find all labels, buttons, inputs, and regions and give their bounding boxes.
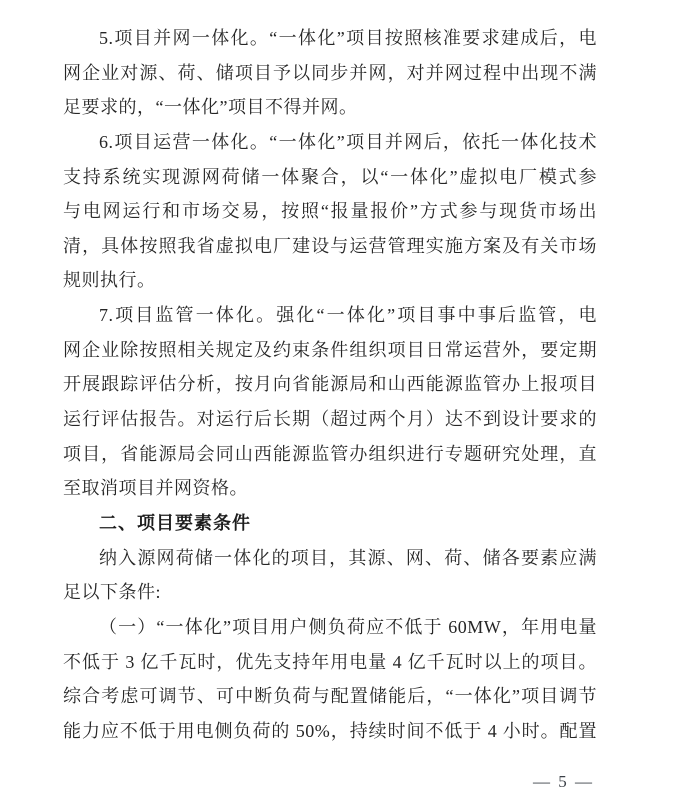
doc-line: 规则执行。 [63,270,156,291]
doc-line: 能力应不低于用电侧负荷的 50%，持续时间不低于 4 小时。配置 [63,720,597,741]
doc-line: 足要求的，“一体化”项目不得并网。 [63,97,358,118]
doc-line: 综合考虑可调节、可中断负荷与配置储能后，“一体化”项目调节 [63,686,597,707]
doc-line: 运行评估报告。对运行后长期（超过两个月）达不到设计要求的 [63,409,597,430]
doc-line: 至取消项目并网资格。 [63,478,248,499]
doc-line: 开展跟踪评估分析，按月向省能源局和山西能源监管办上报项目 [63,374,597,395]
doc-line: 清，具体按照我省虚拟电厂建设与运营管理实施方案及有关市场 [63,235,597,256]
doc-line: 足以下条件: [63,582,162,603]
doc-line: 不低于 3 亿千瓦时，优先支持年用电量 4 亿千瓦时以上的项目。 [63,651,597,672]
doc-line: 纳入源网荷储一体化的项目，其源、网、荷、储各要素应满 [99,547,597,568]
doc-line: 6.项目运营一体化。“一体化”项目并网后，依托一体化技术 [99,131,597,152]
doc-line: 5.项目并网一体化。“一体化”项目按照核准要求建成后，电 [99,28,597,48]
document-body [63,21,597,748]
doc-line: 网企业对源、荷、储项目予以同步并网，对并网过程中出现不满 [63,62,597,83]
doc-line: 与电网运行和市场交易，按照“报量报价”方式参与现货市场出 [63,201,597,222]
doc-line: 项目，省能源局会同山西能源监管办组织进行专题研究处理，直 [63,443,597,464]
page-number: — 5 — [533,772,594,791]
doc-line: 网企业除按照相关规定及约束条件组织项目日常运营外，要定期 [63,339,597,360]
doc-line: 7.项目监管一体化。强化“一体化”项目事中事后监管，电 [99,305,597,326]
section-heading: 二、项目要素条件 [99,512,251,533]
doc-line: （一）“一体化”项目用户侧负荷应不低于 60MW，年用电量 [99,616,597,637]
doc-line: 支持系统实现源网荷储一体聚合，以“一体化”虚拟电厂模式参 [63,166,597,187]
